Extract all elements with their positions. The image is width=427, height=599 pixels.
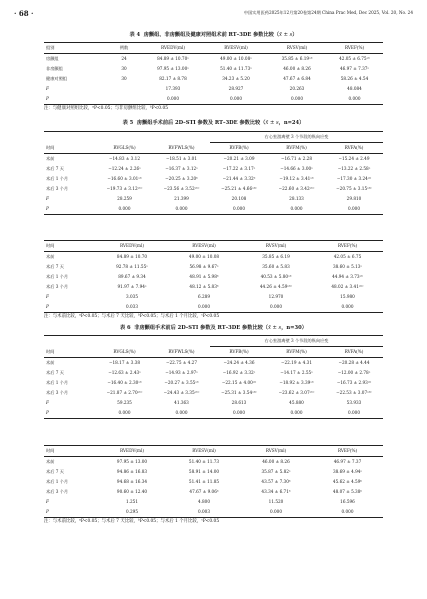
row-label: 非房颤组 [46, 66, 63, 71]
table-cell: 0.000 [233, 410, 245, 415]
table-cell: 24 [121, 56, 127, 61]
row-label: 房颤组 [46, 56, 59, 61]
table4-title [0, 31, 427, 38]
table5-header-row-b [44, 241, 383, 252]
table-cell: 41.363 [174, 400, 189, 405]
row-label: F [46, 196, 49, 201]
table-cell: 35.60 ± 5.83 [262, 264, 290, 269]
row-label: 健康对照组 [46, 76, 67, 81]
table4 [44, 42, 383, 105]
table-cell: 47.67 ± 9.06ᵇ [189, 489, 219, 494]
table-cell: 0.000 [270, 304, 282, 309]
table-cell: −22.19 ± 4.31 [281, 360, 312, 365]
column-header: 例数 [119, 45, 129, 50]
table-cell: 12.970 [268, 294, 284, 299]
table5-group-header: 右心室游离壁 3 个节段的纵向应变 [210, 132, 383, 143]
table-cell: −21.87 ± 2.70ᵃᵇᶜ [106, 390, 143, 395]
table5-title [0, 119, 427, 126]
column-header: RVFB(%) [229, 145, 249, 150]
row-label: 术后 7 天 [46, 469, 64, 474]
table-cell: 0.000 [341, 304, 354, 309]
table-cell: 46.00 ± 8.26 [283, 66, 311, 71]
table-cell: −20.25 ± 3.20ᵇ [165, 176, 198, 181]
column-header: RVFA(%) [344, 145, 364, 150]
table-cell: 0.000 [290, 206, 303, 211]
table-cell: 46.97 ± 7.37ᵃ [339, 66, 370, 71]
table5-group-row [44, 132, 383, 143]
table-cell: 90.60 ± 12.40 [116, 489, 148, 494]
table6-title-stat: x̄ ± s [267, 325, 282, 331]
column-header: 组别 [46, 45, 55, 50]
table5-volume [44, 240, 383, 313]
table-cell: 0.295 [126, 509, 138, 514]
table-cell: 0.000 [175, 410, 188, 415]
column-header: RVGLS(%) [113, 144, 136, 150]
table-cell: −22.53 ± 3.07ᵃᵇᶜ [336, 390, 372, 395]
row-label: 术后 7 天 [46, 166, 64, 171]
column-header: RVEF(%) [337, 243, 358, 248]
table6-header-row-b [44, 446, 383, 457]
table4-number: 表 4 [129, 32, 141, 38]
row-label: 术后 7 天 [46, 370, 64, 375]
table-cell: −14.93 ± 2.97ᵃ [165, 370, 198, 375]
table-cell: 21.399 [174, 196, 189, 201]
table-row [44, 302, 383, 313]
table-cell: 3.035 [126, 294, 138, 299]
column-header: RVESV(ml) [192, 243, 216, 248]
table5-number: 表 5 [122, 120, 134, 126]
row-label: 术前 [46, 254, 55, 259]
table-cell: −16.60 ± 3.01ᵃᵇ [107, 176, 142, 181]
table-cell: −16.92 ± 3.32ᵃ [222, 370, 256, 375]
table-cell: 45.880 [289, 400, 304, 405]
table-cell: 47.67 ± 6.84 [283, 76, 311, 81]
table-cell: −23.62 ± 3.07ᵃᵇᶜ [278, 390, 315, 395]
row-label: 术后 3 个月 [46, 390, 69, 395]
table-cell: −22.15 ± 4.00ᵃᵇ [221, 380, 257, 385]
table-cell: −13.22 ± 2.58ᵃ [337, 166, 371, 171]
table-cell: 0.000 [341, 509, 354, 514]
column-header: RVSV(ml) [265, 243, 287, 248]
column-header: RVEDV(ml) [161, 45, 185, 50]
table-row [44, 282, 383, 292]
table-cell: 35.87 ± 5.82ᵃ [261, 469, 291, 474]
table-cell: −14.17 ± 2.55ᵃ [280, 370, 313, 375]
table-cell: 42.05 ± 6.75 [333, 254, 362, 259]
row-label: P [46, 96, 49, 101]
table-cell: 91.97 ± 7.94ᵃ [117, 284, 147, 289]
table-cell: 48.12 ± 5.83ᵇ [189, 284, 219, 289]
table-cell: 16.596 [340, 499, 355, 504]
table-row [44, 378, 383, 388]
row-label: 术后 7 天 [46, 264, 64, 269]
column-header: RVSV(ml) [286, 45, 308, 50]
table-cell: 0.000 [290, 410, 303, 415]
table-cell: 0.000 [291, 96, 303, 101]
column-header: RVFWLS(%) [168, 348, 195, 354]
table-row [44, 477, 383, 487]
table-cell: 28.927 [228, 86, 244, 91]
table-row [44, 262, 383, 272]
table-cell: −25.21 ± 4.66ᵃᵇᶜ [221, 186, 257, 191]
table-cell: 43.34 ± 6.71ᵇ [261, 489, 291, 494]
table-cell: 49.00 ± 10.08 [188, 254, 220, 259]
table-cell: −20.27 ± 3.55ᵃᵇ [164, 380, 199, 385]
row-label: 术后 3 个月 [46, 489, 69, 494]
table-cell: −24.43 ± 3.35ᵃᵇᶜ [163, 390, 200, 395]
table6-volume [44, 445, 383, 518]
table-cell: 0.000 [118, 410, 131, 415]
row-label: F [46, 400, 49, 405]
table-cell: 92.78 ± 11.55ᵃ [116, 264, 148, 269]
row-label: 术后 3 个月 [46, 284, 69, 289]
table-cell: 89.67 ± 9.34 [118, 274, 146, 279]
table-cell: −12.24 ± 2.26ᵃ [108, 166, 141, 171]
table6-title-end: ，n=30） [281, 325, 307, 331]
table-cell: 0.000 [233, 206, 245, 211]
row-label: 术后 1 个月 [46, 176, 69, 181]
table-cell: −22.75 ± 4.27 [166, 360, 197, 365]
table-row [44, 457, 383, 468]
table-cell: 0.000 [118, 206, 131, 211]
table-cell: 44.94 ± 3.73ᵃᵇ [332, 274, 363, 279]
column-header: 时间 [46, 448, 55, 453]
table-cell: 0.000 [198, 304, 210, 309]
table-cell: 0.033 [126, 304, 138, 309]
table-cell: −14.83 ± 3.12 [109, 156, 140, 161]
column-header: RVEDV(ml) [120, 243, 144, 248]
row-label: 术后 3 个月 [46, 186, 69, 191]
table-row [44, 94, 383, 105]
table-cell: −14.66 ± 3.00ᵃ [280, 166, 313, 171]
table-row [44, 204, 383, 215]
table-row [44, 64, 383, 74]
table5-header-row-a [44, 143, 383, 154]
table-row [44, 272, 383, 282]
table-cell: 28.259 [117, 196, 132, 201]
table-cell: 43.57 ± 7.30ᵇ [261, 479, 291, 484]
row-label: 术前 [46, 156, 55, 161]
table-cell: 46.97 ± 7.37 [333, 459, 362, 464]
table-cell: 1.251 [126, 499, 138, 504]
table4-title-stat: x̄ ± s [279, 32, 293, 38]
table6-group-row [44, 336, 383, 347]
table-cell: −20.21 ± 3.09 [223, 156, 255, 161]
table-row [44, 154, 383, 165]
column-header: RVFM(%) [286, 145, 307, 150]
table-cell: 58.26 ± 4.54 [340, 76, 369, 81]
table-row [44, 54, 383, 65]
table5-title-text: 房颤组手术前后 2D–STI 参数及 RT–3DE 参数比较（ [136, 120, 266, 126]
table-cell: 30 [121, 76, 127, 81]
table5-title-end: ，n=24） [278, 120, 305, 126]
row-label: 术后 1 个月 [46, 274, 69, 279]
table4-header-row [44, 43, 383, 54]
table-cell: 94.68 ± 16.34 [116, 479, 148, 484]
table-cell: 11.520 [268, 499, 284, 504]
table-cell: 56.98 ± 9.67ᵃ [189, 264, 219, 269]
table6-number: 表 6 [120, 325, 131, 331]
table-cell: 0.000 [348, 96, 361, 101]
column-header: RVFB(%) [229, 349, 249, 354]
table-cell: 35.85 ± 6.19ᵃᵇ [281, 56, 313, 61]
table6-title [0, 324, 427, 331]
table-row [44, 507, 383, 518]
table-cell: 51.40 ± 11.73 [188, 459, 220, 464]
table-cell: 51.41 ± 11.85 [188, 479, 220, 484]
table-cell: −15.24 ± 2.49 [338, 156, 370, 161]
table-cell: −23.56 ± 3.52ᵃᵇᶜ [163, 186, 200, 191]
column-header: RVEF(%) [337, 448, 358, 453]
table-cell: 48.084 [347, 86, 362, 91]
table-cell: 97.95 ± 13.00 [116, 459, 148, 464]
table5-title-stat: x̄ ± s [265, 120, 279, 126]
row-label: F [46, 86, 49, 91]
table-row [44, 497, 383, 507]
column-header: RVFA(%) [344, 349, 364, 354]
table-cell: −18.17 ± 3.38 [109, 360, 140, 365]
table6-note: 注：与术前比较，ᵃP<0.05；与术后 7 天比较，ᵇP<0.05；与术后 1 个月比较，ᶜP<0.05 [44, 519, 220, 524]
table-cell: −17.22 ± 3.17ᵃ [222, 166, 256, 171]
table-row [44, 408, 383, 419]
row-label: P [46, 304, 49, 309]
table-cell: −16.71 ± 2.28 [281, 156, 312, 161]
table-row [44, 252, 383, 263]
table-cell: 94.86 ± 16.83 [116, 469, 148, 474]
table-cell: 38.69 ± 4.94ᵃ [332, 469, 363, 474]
table-cell: 0.000 [167, 96, 179, 101]
table-cell [106, 94, 142, 105]
column-header: 时间 [46, 144, 55, 150]
table-cell: −12.63 ± 2.43ᵃ [108, 370, 141, 375]
table-cell: −12.00 ± 2.78ᵃ [337, 370, 371, 375]
column-header: RVGLS(%) [113, 348, 136, 354]
table5-note: 注：与术前比较，ᵃP<0.05；与术后 7 天比较，ᵇP<0.05；与术后 1 个月比较，ᶜP<0.05 [44, 314, 220, 319]
table-cell: 38.60 ± 5.13ᵃ [332, 264, 363, 269]
row-label: P [46, 206, 49, 211]
column-header: 时间 [46, 243, 55, 248]
row-label: 术后 1 个月 [46, 380, 69, 385]
table-cell: −21.44 ± 3.32ᵇ [222, 176, 256, 181]
column-header: RVSV(ml) [265, 448, 287, 453]
table-cell: 51.40 ± 11.73ᵃ [220, 66, 252, 71]
row-label: 术前 [46, 459, 55, 464]
table4-title-end: ） [292, 32, 298, 38]
table-cell: 28.613 [231, 400, 247, 405]
table-cell: −19.73 ± 3.12ᵃᵇᶜ [106, 186, 143, 191]
column-header: RVFM(%) [286, 349, 307, 354]
row-label: P [46, 509, 49, 514]
column-header: RVESV(ml) [192, 448, 216, 453]
table-cell: 30 [121, 66, 127, 71]
table5-strain [44, 131, 383, 215]
table-cell: 6.289 [198, 294, 210, 299]
table-row [44, 184, 383, 194]
table-row [44, 84, 383, 94]
table-row [44, 74, 383, 84]
table-cell [106, 84, 142, 94]
table-cell: 40.53 ± 5.80ᵃᵇ [260, 274, 292, 279]
table-cell: 0.000 [175, 206, 188, 211]
table6-strain [44, 335, 383, 419]
table-row [44, 467, 383, 477]
row-label: F [46, 294, 49, 299]
row-label: 术前 [46, 360, 55, 365]
column-header: RVEF(%) [344, 45, 365, 50]
table-cell: −20.75 ± 3.15ᵃᵇᶜ [336, 186, 372, 191]
table-cell: 45.62 ± 4.59ᵇ [332, 479, 363, 484]
table-row [44, 398, 383, 408]
table-cell: −16.40 ± 2.30ᵃᵇ [107, 380, 142, 385]
table-row [44, 358, 383, 369]
table-cell: 48.91 ± 5.98ᵇ [189, 274, 219, 279]
table5-body-a [44, 154, 383, 215]
table-cell: 0.000 [230, 96, 242, 101]
table-cell: 53.933 [346, 400, 362, 405]
table6-title-text: 非房颤组手术前后 2D–STI 参数及 RT–3DE 参数比较（ [134, 325, 268, 331]
table-cell: 84.89 ± 10.70 [116, 254, 148, 259]
table-cell: −16.37 ± 3.12ᵃ [165, 166, 198, 171]
table-row [44, 292, 383, 302]
table6-body-b [44, 457, 383, 518]
row-label: P [46, 410, 49, 415]
table5-body-b [44, 252, 383, 313]
table6-header-row-a [44, 347, 383, 358]
table-cell: 48.02 ± 3.41ᵃᵇᶜ [331, 284, 364, 289]
table4-title-text: 房颤组、非房颤组及健康对照组术前 RT–3DE 参数比较（ [143, 32, 280, 38]
table-row [44, 174, 383, 184]
table-row [44, 388, 383, 398]
running-header [14, 9, 413, 21]
table-cell: −17.30 ± 3.24ᵃᵇ [336, 176, 372, 181]
table-cell: 46.00 ± 8.26 [262, 459, 290, 464]
table-cell: −19.12 ± 3.41ᵃᵇ [279, 176, 314, 181]
page-number: · 68 · [14, 9, 34, 18]
column-header: 时间 [46, 348, 55, 354]
table4-note: 注：与健康对照组比较，ᵃP<0.05；与非房颤组比较，ᵇP<0.05 [44, 106, 169, 111]
column-header: RVEDV(ml) [120, 448, 144, 453]
table-cell: 17.393 [165, 86, 181, 91]
table6-group-header: 右心室游离壁 3 个节段的纵向应变 [210, 336, 383, 347]
table-cell: 48.07 ± 5.38ᵇ [332, 489, 363, 494]
table-cell: −18.92 ± 3.39ᵃᵇ [279, 380, 314, 385]
table-cell: −20.28 ± 4.44 [338, 360, 370, 365]
table-cell: 42.05 ± 6.75ᵃᵇ [339, 56, 370, 61]
table-cell: 0.000 [270, 509, 282, 514]
table-cell: 29.810 [346, 196, 362, 201]
table-cell: 34.23 ± 5.20 [222, 76, 250, 81]
table4-body [44, 54, 383, 105]
table-cell: 0.000 [348, 410, 360, 415]
table-cell: 58.91 ± 14.00 [188, 469, 220, 474]
table6-body-a [44, 358, 383, 419]
table-cell: 28.133 [289, 196, 304, 201]
row-label: 术后 1 个月 [46, 479, 69, 484]
table-cell: 0.003 [198, 509, 210, 514]
table-row [44, 164, 383, 174]
table-cell: −25.31 ± 3.54ᵃᵇᶜ [221, 390, 257, 395]
column-header: RVFWLS(%) [168, 144, 195, 150]
table-cell: 0.000 [348, 206, 360, 211]
table-cell: 35.85 ± 6.19 [262, 254, 290, 259]
table-row [44, 194, 383, 204]
table-cell: 59.235 [117, 400, 132, 405]
table-cell: 4.800 [198, 499, 210, 504]
table-cell: 15.980 [340, 294, 355, 299]
table-cell: 44.26 ± 4.59ᵃᵇᶜ [259, 284, 293, 289]
table-cell: 20.108 [231, 196, 247, 201]
table-cell: 84.89 ± 10.70ᵃ [157, 56, 189, 61]
table-cell: 49.00 ± 10.08ᵃ [220, 56, 252, 61]
table-cell: 82.17 ± 8.78 [159, 76, 187, 81]
table-cell: 20.263 [289, 86, 305, 91]
table-row [44, 487, 383, 497]
table-cell: 97.95 ± 13.00ᵃ [157, 66, 189, 71]
table-row [44, 368, 383, 378]
row-label: F [46, 499, 49, 504]
table-cell: −16.73 ± 2.93ᵃᵇ [336, 380, 372, 385]
table-cell: −24.24 ± 4.36 [223, 360, 255, 365]
journal-citation: 中国实用医药2025年12月第20卷第24期 China Prac Med, Dec 2025, Vol. 20, No. 24 [243, 10, 413, 15]
column-header: RVESV(ml) [224, 45, 248, 50]
table-cell: −22.60 ± 3.42ᵃᵇᶜ [278, 186, 315, 191]
table-cell: −18.51 ± 3.01 [166, 156, 197, 161]
